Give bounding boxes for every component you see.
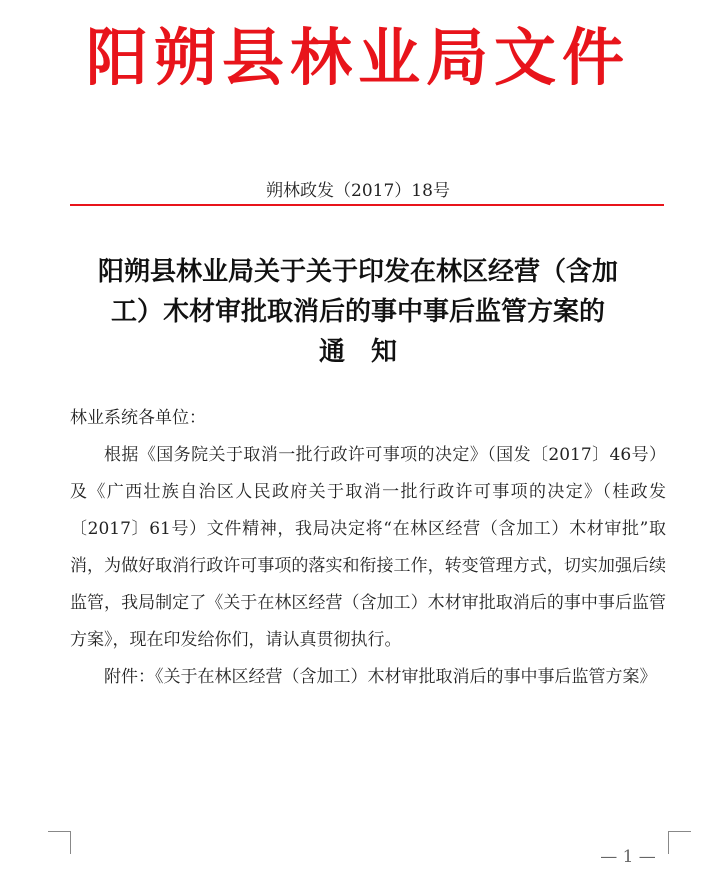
title-line-3: 通知 (318, 337, 423, 367)
page-corner-mark-left (48, 831, 71, 854)
document-masthead: 阳朔县林业局文件 (85, 21, 630, 94)
page-number: — 1 — (600, 847, 656, 867)
salutation: 林业系统各单位： (70, 408, 206, 428)
document-body (70, 400, 666, 696)
attachment-note: 附件：《关于在林区经营（含加工）木材审批取消后的事中事后监管方案》 (104, 667, 657, 687)
document-number: 朔林政发（2017）18号 (266, 181, 450, 201)
body-paragraph: 根据《国务院关于取消一批行政许可事项的决定》（国发〔2017〕46号）及《广西壮族自治区人民政府关于取消一批行政许可事项的决定》（桂政发〔2017〕61号）文件精神，我局决定将“在林区经营（含加工）木材审批”取消，为做好取消行政许可事项的落实和衔接工作，转变管理方式，切实加强后续监管，我局制定了《关于在林区经营（含加工）木材审批取消后的事中事后监管方案》，现在印发给你们，请认真贯彻执行。 (70, 445, 666, 650)
title-line-1: 阳朔县林业局关于关于印发在林区经营（含加 (97, 257, 618, 287)
title-line-2: 工）木材审批取消后的事中事后监管方案的 (110, 297, 605, 327)
document-title (60, 252, 656, 372)
page-corner-mark-right (668, 831, 691, 854)
red-divider-line (70, 204, 664, 206)
